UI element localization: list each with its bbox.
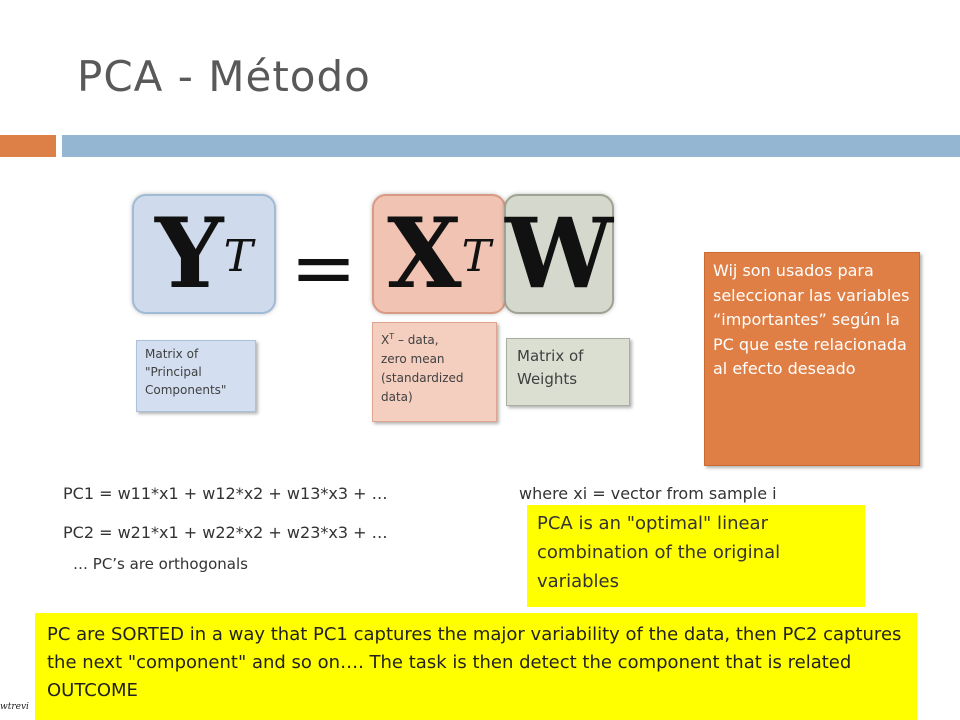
optimal-combination-callout: PCA is an "optimal" linear combination of the original variables — [527, 505, 865, 607]
data-matrix-x-sup: T — [389, 332, 395, 341]
equation-w-box — [504, 194, 614, 314]
principal-components-line3: Components" — [145, 383, 227, 397]
equation-y-letter: Y — [155, 197, 224, 310]
weights-matrix-line2: Weights — [517, 370, 578, 388]
slide-title: PCA - Método — [77, 52, 371, 101]
data-matrix-line1-rest: – data, — [394, 333, 439, 347]
where-xi-note: where xi = vector from sample i — [519, 484, 777, 503]
equation-x-transpose-box — [372, 194, 506, 314]
data-matrix-label — [372, 322, 497, 422]
weights-matrix-line1: Matrix of — [517, 347, 584, 365]
weights-matrix-label — [506, 338, 630, 406]
data-matrix-line4: data) — [381, 390, 413, 404]
pc1-formula: PC1 = w11*x1 + w12*x2 + w13*x3 + … — [63, 484, 388, 503]
equation-x-letter: X — [387, 197, 462, 310]
equation-x-transpose: T — [461, 230, 491, 282]
data-matrix-line3: (standardized — [381, 371, 464, 385]
data-matrix-line2: zero mean — [381, 352, 445, 366]
pc2-formula: PC2 = w21*x1 + w22*x2 + w23*x3 + … — [63, 523, 388, 542]
data-matrix-x: X — [381, 333, 390, 347]
sorted-components-callout: PC are SORTED in a way that PC1 captures the major variability of the data, then PC2 captures the next "component" and so on…. The task is then detect the component that is related OUTCOME — [35, 613, 917, 720]
data-matrix-line1 — [381, 327, 488, 350]
title-accent-bar-orange — [0, 135, 56, 157]
weights-explanation-note: Wij son usados para seleccionar las variables “importantes” según la PC que este relacionada al efecto deseado — [704, 252, 920, 466]
equation-equals-sign: = — [290, 221, 358, 314]
footer-fragment: wtrevi — [0, 702, 29, 712]
principal-components-line2: "Principal — [145, 365, 202, 379]
equation-w-letter: W — [505, 197, 613, 310]
principal-components-line1: Matrix of — [145, 347, 199, 361]
equation-y-transpose: T — [223, 230, 253, 282]
title-accent-bar-blue — [62, 135, 960, 157]
equation-y-transpose-box — [132, 194, 276, 314]
principal-components-label — [136, 340, 256, 412]
orthogonal-note: … PC’s are orthogonals — [73, 555, 248, 573]
